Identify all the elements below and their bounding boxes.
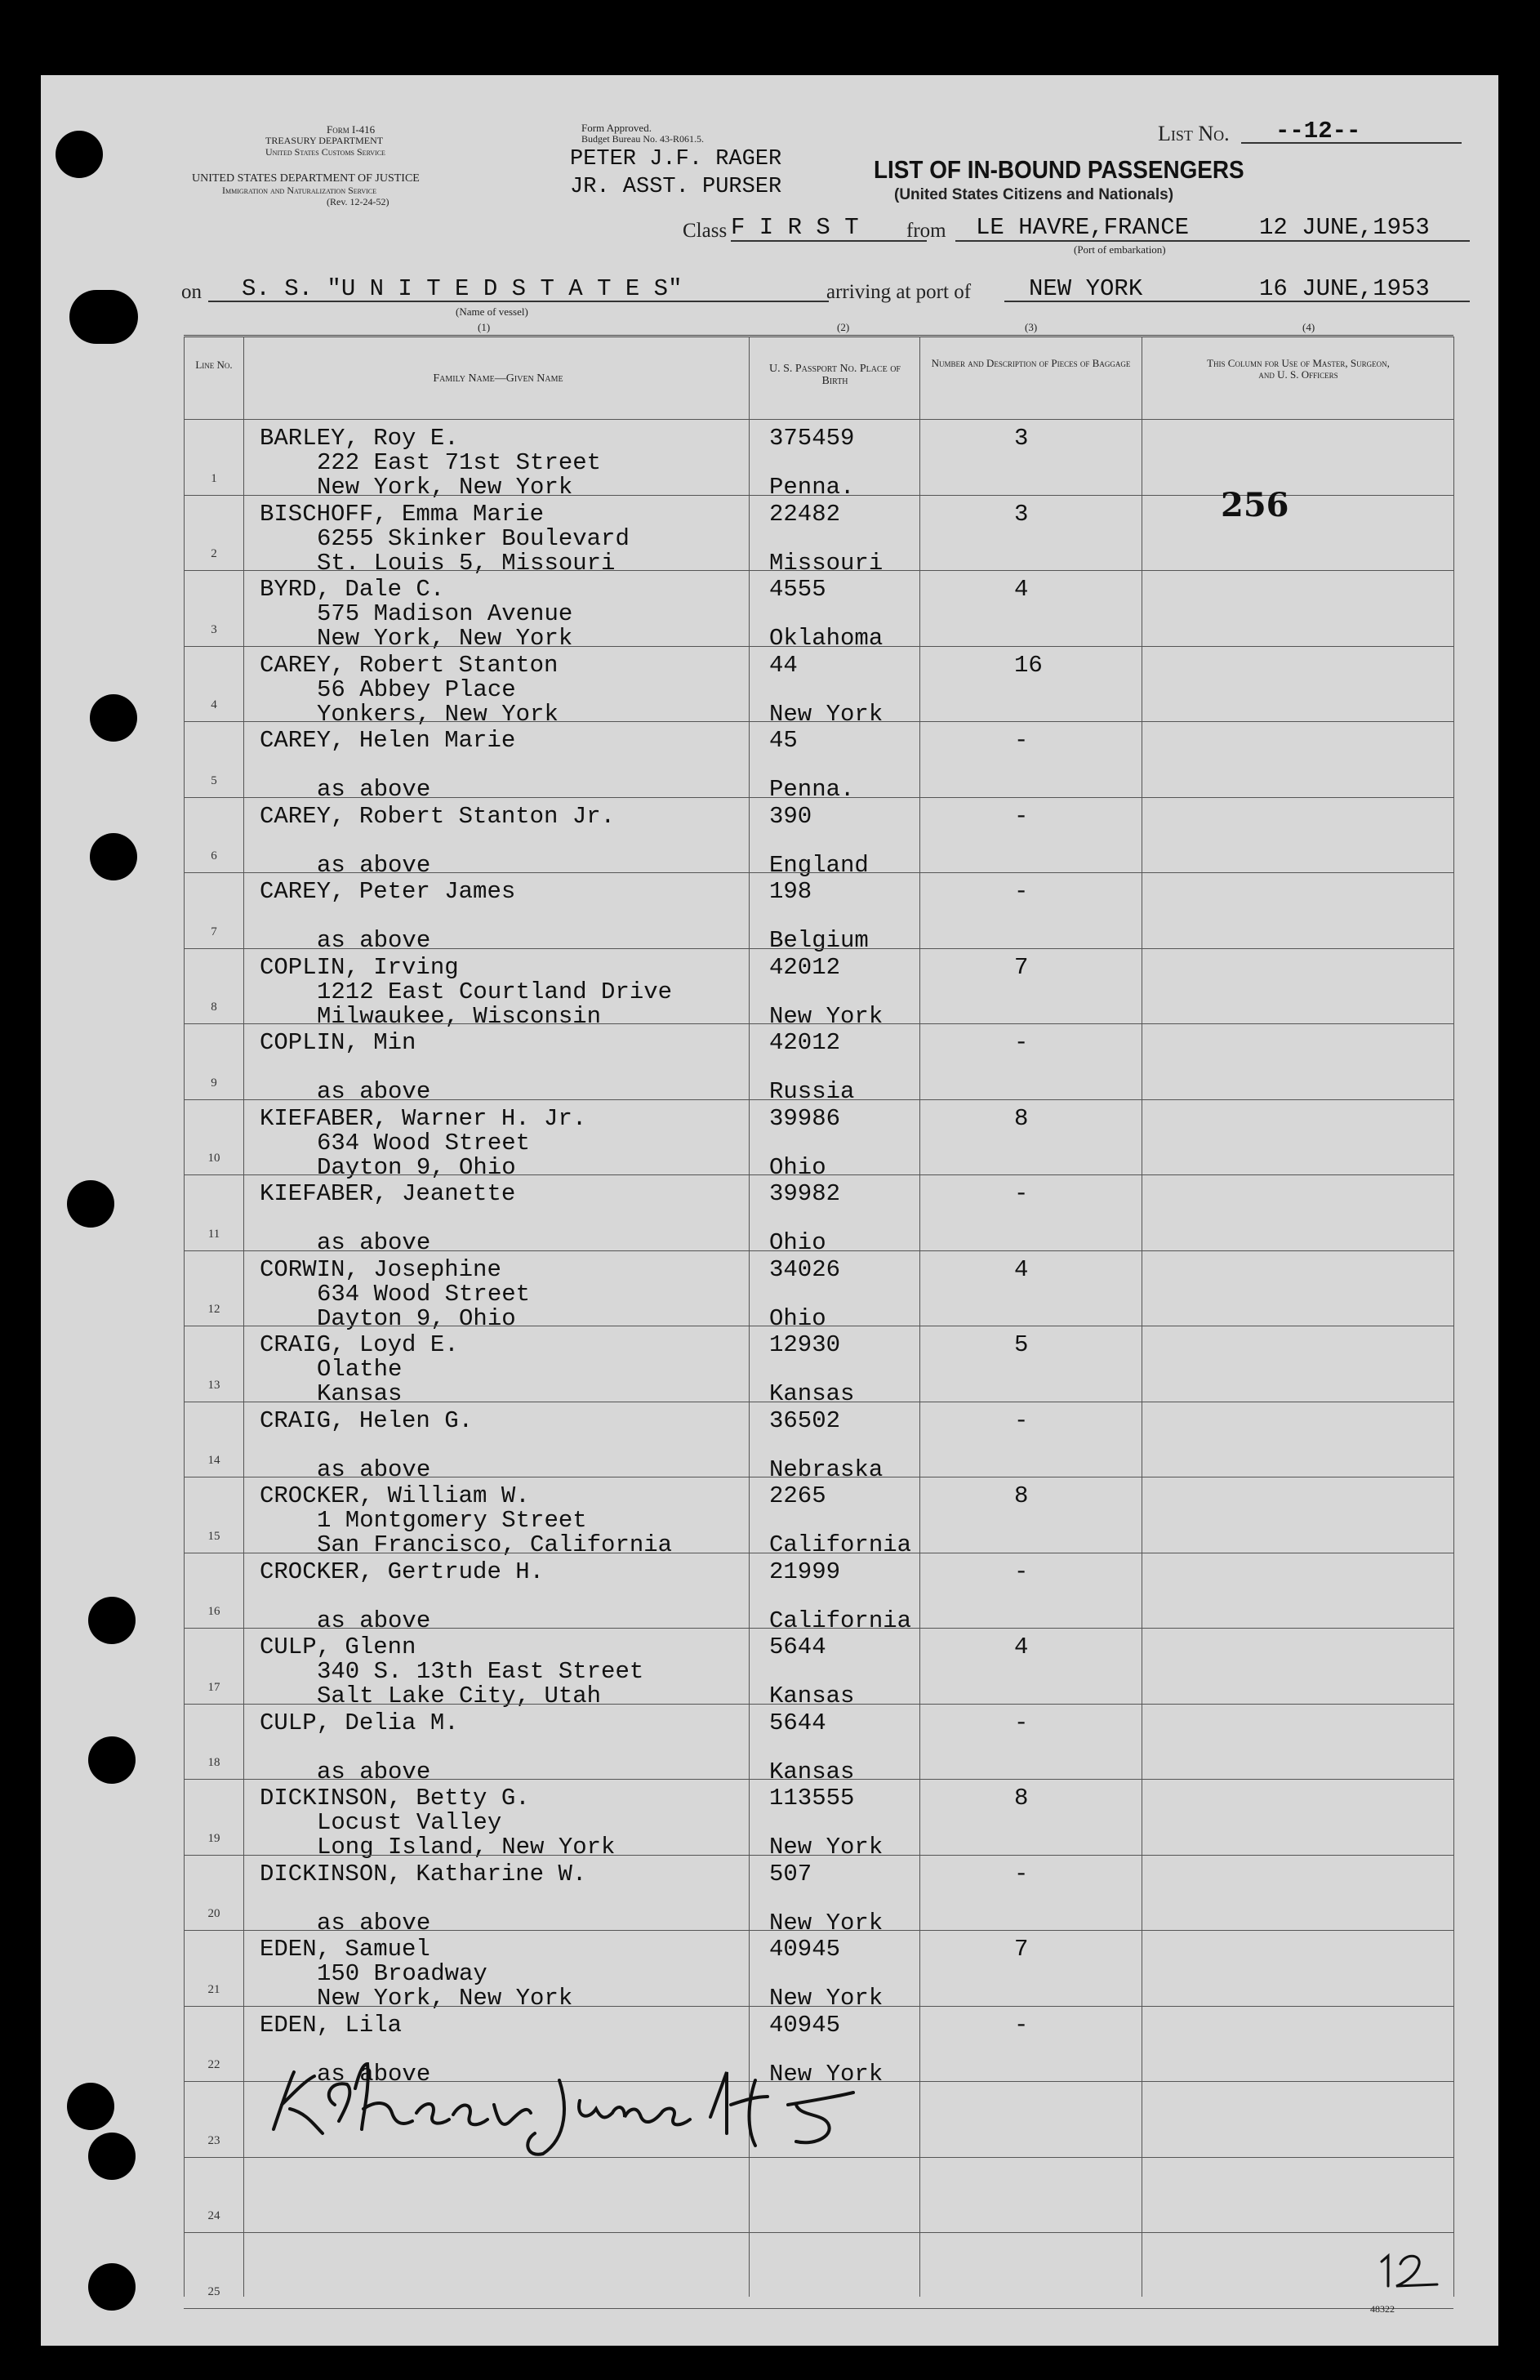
- place-of-birth: Ohio: [769, 1153, 826, 1181]
- passenger-address-line2: New York, New York: [317, 625, 573, 652]
- passenger-address-line1: 340 S. 13th East Street: [317, 1658, 644, 1685]
- baggage-count: 8: [1014, 1482, 1029, 1509]
- passenger-address-line2: San Francisco, California: [317, 1531, 673, 1558]
- passenger-address-line2: Dayton 9, Ohio: [317, 1153, 516, 1181]
- baggage-count: 16: [1014, 651, 1043, 679]
- place-of-birth: Ohio: [769, 1229, 826, 1256]
- line-number: 14: [207, 1454, 220, 1467]
- line-number: 23: [207, 2133, 220, 2147]
- passport-number: 4555: [769, 576, 826, 603]
- row-divider: [184, 646, 1453, 647]
- line-number: 25: [207, 2284, 220, 2298]
- baggage-count: 4: [1014, 1633, 1029, 1660]
- place-of-birth: Penna.: [769, 776, 855, 803]
- row-divider: [184, 1174, 1453, 1175]
- passport-number: 22482: [769, 500, 841, 528]
- from-label: from: [906, 220, 946, 242]
- passenger-address-line1: 634 Wood Street: [317, 1280, 531, 1308]
- passenger-address-line2: as above: [317, 1758, 431, 1785]
- passenger-name: CAREY, Robert Stanton Jr.: [260, 802, 616, 830]
- passenger-name: EDEN, Lila: [260, 2011, 403, 2039]
- vessel-caption: (Name of vessel): [456, 305, 528, 318]
- place-of-birth: Missouri: [769, 549, 883, 577]
- purser-title: JR. ASST. PURSER: [570, 175, 782, 199]
- row-divider: [184, 1855, 1453, 1856]
- passenger-name: KIEFABER, Warner H. Jr.: [260, 1104, 587, 1132]
- port-embark-caption: (Port of embarkation): [1074, 243, 1166, 256]
- passport-number: 44: [769, 651, 798, 679]
- baggage-count: -: [1014, 1029, 1029, 1056]
- line-number: 20: [207, 1907, 220, 1920]
- passenger-address-line1: 1 Montgomery Street: [317, 1507, 587, 1534]
- baggage-count: -: [1014, 1709, 1029, 1736]
- row-divider: [184, 948, 1453, 949]
- passenger-address-line2: as above: [317, 1909, 431, 1937]
- place-of-birth: Penna.: [769, 474, 855, 501]
- passenger-address-line2: as above: [317, 851, 431, 879]
- passenger-address-line2: as above: [317, 776, 431, 803]
- punch-hole: [88, 1736, 136, 1784]
- passenger-address-line2: as above: [317, 2060, 431, 2088]
- col-num-2: (2): [837, 321, 850, 333]
- passenger-address-line2: as above: [317, 1607, 431, 1634]
- passenger-address-line2: as above: [317, 1078, 431, 1105]
- row-divider: [184, 570, 1453, 571]
- baggage-count: 3: [1014, 425, 1029, 452]
- passenger-name: KIEFABER, Jeanette: [260, 1180, 516, 1207]
- baggage-count: -: [1014, 878, 1029, 905]
- arriving-label: arriving at port of: [826, 281, 972, 303]
- place-of-birth: England: [769, 851, 869, 879]
- customs-service: United States Customs Service: [265, 146, 385, 158]
- list-no-label: List No.: [1158, 122, 1230, 145]
- passport-number: 21999: [769, 1558, 841, 1585]
- on-label: on: [181, 281, 202, 303]
- col-num-4: (4): [1302, 321, 1315, 333]
- line-number: 5: [211, 773, 217, 787]
- baggage-count: 4: [1014, 1255, 1029, 1283]
- place-of-birth: Nebraska: [769, 1455, 883, 1483]
- line-number: 1: [211, 471, 217, 485]
- baggage-count: -: [1014, 1180, 1029, 1207]
- row-divider: [184, 1099, 1453, 1100]
- passenger-name: CULP, Delia M.: [260, 1709, 459, 1736]
- baggage-count: 7: [1014, 1936, 1029, 1963]
- passenger-address-line1: 6255 Skinker Boulevard: [317, 524, 630, 552]
- row-divider: [184, 1704, 1453, 1705]
- passenger-name: CROCKER, Gertrude H.: [260, 1558, 545, 1585]
- header-line-no: Line No.: [195, 359, 233, 371]
- line-number: 6: [211, 849, 217, 862]
- passport-number: 390: [769, 802, 812, 830]
- place-of-birth: Oklahoma: [769, 625, 883, 652]
- class-label: Class: [683, 220, 728, 242]
- passenger-address-line2: New York, New York: [317, 1985, 573, 2012]
- header-officers: This Column for Use of Master, Surgeon, and U. S. Officers: [1207, 357, 1390, 381]
- punch-hole: [88, 1597, 136, 1644]
- row-divider: [184, 797, 1453, 798]
- baggage-count: -: [1014, 2011, 1029, 2039]
- table-top-rule: [184, 335, 1453, 337]
- passenger-address-line1: 634 Wood Street: [317, 1129, 531, 1157]
- punch-hole: [90, 694, 137, 742]
- line-number: 11: [207, 1227, 220, 1241]
- baggage-count: -: [1014, 802, 1029, 830]
- passenger-name: CULP, Glenn: [260, 1633, 416, 1660]
- passenger-name: CRAIG, Loyd E.: [260, 1331, 459, 1358]
- baggage-count: -: [1014, 1860, 1029, 1888]
- header-baggage: Number and Description of Pieces of Baggage: [931, 357, 1131, 369]
- passport-number: 40945: [769, 1936, 841, 1963]
- place-of-birth: California: [769, 1607, 912, 1634]
- baggage-count: 7: [1014, 953, 1029, 981]
- list-no-value: --12--: [1275, 118, 1361, 145]
- punch-hole: [88, 2263, 136, 2311]
- place-of-birth: Ohio: [769, 1304, 826, 1332]
- passport-number: 375459: [769, 425, 855, 452]
- passport-number: 198: [769, 878, 812, 905]
- baggage-count: -: [1014, 1558, 1029, 1585]
- passenger-address-line1: 150 Broadway: [317, 1960, 487, 1987]
- line-number: 7: [211, 925, 217, 938]
- passport-number: 42012: [769, 1029, 841, 1056]
- officer-note: 256: [1221, 486, 1289, 524]
- passport-number: 12930: [769, 1331, 841, 1358]
- passenger-name: CAREY, Helen Marie: [260, 727, 516, 754]
- passport-number: 45: [769, 727, 798, 754]
- form-subtitle: (United States Citizens and Nationals): [894, 186, 1174, 203]
- passenger-name: DICKINSON, Katharine W.: [260, 1860, 587, 1888]
- punch-hole: [56, 131, 103, 178]
- line-number: 8: [211, 1001, 217, 1014]
- place-of-birth: Kansas: [769, 1380, 855, 1407]
- row-divider: [184, 2006, 1453, 2007]
- line-number: 4: [211, 698, 217, 711]
- row-divider: [184, 1930, 1453, 1931]
- line-number: 22: [207, 2058, 220, 2071]
- passenger-address-line2: Salt Lake City, Utah: [317, 1682, 602, 1709]
- class-value: F I R S T: [731, 214, 859, 241]
- line-number: 2: [211, 547, 217, 560]
- baggage-count: -: [1014, 727, 1029, 754]
- line-number: 21: [207, 1982, 220, 1996]
- col-num-1: (1): [478, 321, 491, 333]
- line-number: 19: [207, 1831, 220, 1845]
- passenger-name: CRAIG, Helen G.: [260, 1406, 474, 1434]
- date-arrival: 16 JUNE,1953: [1259, 275, 1430, 302]
- passenger-address-line1: 1212 East Courtland Drive: [317, 978, 673, 1005]
- form-title: LIST OF IN-BOUND PASSENGERS: [874, 155, 1244, 184]
- baggage-count: 3: [1014, 500, 1029, 528]
- passenger-address-line2: Milwaukee, Wisconsin: [317, 1002, 602, 1030]
- row-divider: [184, 2308, 1453, 2309]
- passport-number: 39986: [769, 1104, 841, 1132]
- purser-name: PETER J.F. RAGER: [570, 147, 782, 172]
- line-number: 10: [207, 1152, 220, 1165]
- passenger-name: COPLIN, Irving: [260, 953, 459, 981]
- justice-dept: UNITED STATES DEPARTMENT OF JUSTICE: [192, 172, 420, 185]
- passenger-name: COPLIN, Min: [260, 1029, 416, 1056]
- passenger-name: BISCHOFF, Emma Marie: [260, 500, 545, 528]
- passport-number: 5644: [769, 1709, 826, 1736]
- passenger-address-line1: 575 Madison Avenue: [317, 600, 573, 627]
- place-of-birth: California: [769, 1531, 912, 1558]
- passenger-name: DICKINSON, Betty G.: [260, 1785, 530, 1812]
- passenger-address-line1: Locust Valley: [317, 1809, 502, 1836]
- line-number: 9: [211, 1076, 217, 1090]
- row-divider: [184, 1250, 1453, 1251]
- passenger-address-line1: Olathe: [317, 1356, 403, 1383]
- place-of-birth: New York: [769, 1002, 883, 1030]
- passenger-address-line2: St. Louis 5, Missouri: [317, 549, 616, 577]
- budget-bureau: Budget Bureau No. 43-R061.5.: [581, 133, 704, 145]
- line-number: 17: [207, 1680, 220, 1694]
- baggage-count: 8: [1014, 1104, 1029, 1132]
- passport-number: 39982: [769, 1180, 841, 1207]
- form-approved: Form Approved.: [581, 122, 652, 134]
- place-of-birth: New York: [769, 1909, 883, 1937]
- passenger-name: BARLEY, Roy E.: [260, 425, 459, 452]
- place-of-birth: New York: [769, 2060, 883, 2088]
- place-of-birth: Belgium: [769, 927, 869, 954]
- handwritten-signature: [265, 2056, 919, 2162]
- header-name: Family Name—Given Name: [433, 372, 563, 385]
- passenger-address-line2: as above: [317, 927, 431, 954]
- line-number: 15: [207, 1529, 220, 1543]
- row-divider: [184, 1023, 1453, 1024]
- passenger-address-line2: Long Island, New York: [317, 1834, 616, 1861]
- passport-number: 113555: [769, 1785, 855, 1812]
- manifest-page: [41, 75, 1498, 2346]
- punch-hole: [67, 1180, 114, 1228]
- passenger-name: EDEN, Samuel: [260, 1936, 430, 1963]
- passenger-address-line2: as above: [317, 1455, 431, 1483]
- passenger-address-line2: New York, New York: [317, 474, 573, 501]
- treasury-dept: TREASURY DEPARTMENT: [265, 135, 384, 146]
- place-of-birth: New York: [769, 1985, 883, 2012]
- punch-hole: [67, 2083, 114, 2130]
- passenger-address-line2: Yonkers, New York: [317, 700, 559, 728]
- passport-number: 40945: [769, 2011, 841, 2039]
- baggage-count: 4: [1014, 576, 1029, 603]
- punch-hole: [69, 290, 138, 344]
- passenger-name: CAREY, Robert Stanton: [260, 651, 559, 679]
- form-number: Form I-416: [327, 123, 376, 136]
- passenger-address-line2: Kansas: [317, 1380, 403, 1407]
- passport-number: 36502: [769, 1406, 841, 1434]
- page-mark: [1372, 2252, 1445, 2293]
- baggage-count: -: [1014, 1406, 1029, 1434]
- line-number: 18: [207, 1756, 220, 1769]
- passport-number: 507: [769, 1860, 812, 1888]
- passenger-name: CROCKER, William W.: [260, 1482, 530, 1509]
- passport-number: 34026: [769, 1255, 841, 1283]
- line-number: 24: [207, 2209, 220, 2222]
- row-divider: [184, 1779, 1453, 1780]
- place-of-birth: Kansas: [769, 1758, 855, 1785]
- immigration-service: Immigration and Naturalization Service: [222, 185, 377, 196]
- passport-number: 42012: [769, 953, 841, 981]
- row-divider: [184, 721, 1453, 722]
- vessel-name: S. S. "U N I T E D S T A T E S": [242, 275, 683, 302]
- baggage-count: 8: [1014, 1785, 1029, 1812]
- line-number: 16: [207, 1605, 220, 1618]
- row-divider: [184, 872, 1453, 873]
- line-number: 13: [207, 1378, 220, 1392]
- port-embarkation: LE HAVRE,FRANCE: [976, 214, 1190, 241]
- passport-number: 5644: [769, 1633, 826, 1660]
- punch-hole: [90, 833, 137, 880]
- row-divider: [184, 2232, 1453, 2233]
- line-number: 3: [211, 622, 217, 636]
- form-revision: (Rev. 12-24-52): [327, 196, 389, 207]
- punch-hole: [88, 2133, 136, 2180]
- passenger-name: CORWIN, Josephine: [260, 1255, 501, 1283]
- place-of-birth: Russia: [769, 1078, 855, 1105]
- row-divider: [184, 1628, 1453, 1629]
- port-arrival: NEW YORK: [1029, 275, 1143, 302]
- footer-number: 48322: [1370, 2303, 1395, 2315]
- passenger-name: CAREY, Peter James: [260, 878, 516, 905]
- baggage-count: 5: [1014, 1331, 1029, 1358]
- passenger-address-line1: 56 Abbey Place: [317, 675, 516, 703]
- place-of-birth: New York: [769, 700, 883, 728]
- date-embarkation: 12 JUNE,1953: [1259, 214, 1430, 241]
- line-number: 12: [207, 1303, 220, 1316]
- place-of-birth: New York: [769, 1834, 883, 1861]
- passport-number: 2265: [769, 1482, 826, 1509]
- passenger-name: BYRD, Dale C.: [260, 576, 445, 603]
- passenger-address-line1: 222 East 71st Street: [317, 449, 602, 476]
- header-passport: U. S. Passport No. Place of Birth: [769, 363, 901, 387]
- passenger-address-line2: Dayton 9, Ohio: [317, 1304, 516, 1332]
- col-num-3: (3): [1025, 321, 1038, 333]
- place-of-birth: Kansas: [769, 1682, 855, 1709]
- passenger-address-line2: as above: [317, 1229, 431, 1256]
